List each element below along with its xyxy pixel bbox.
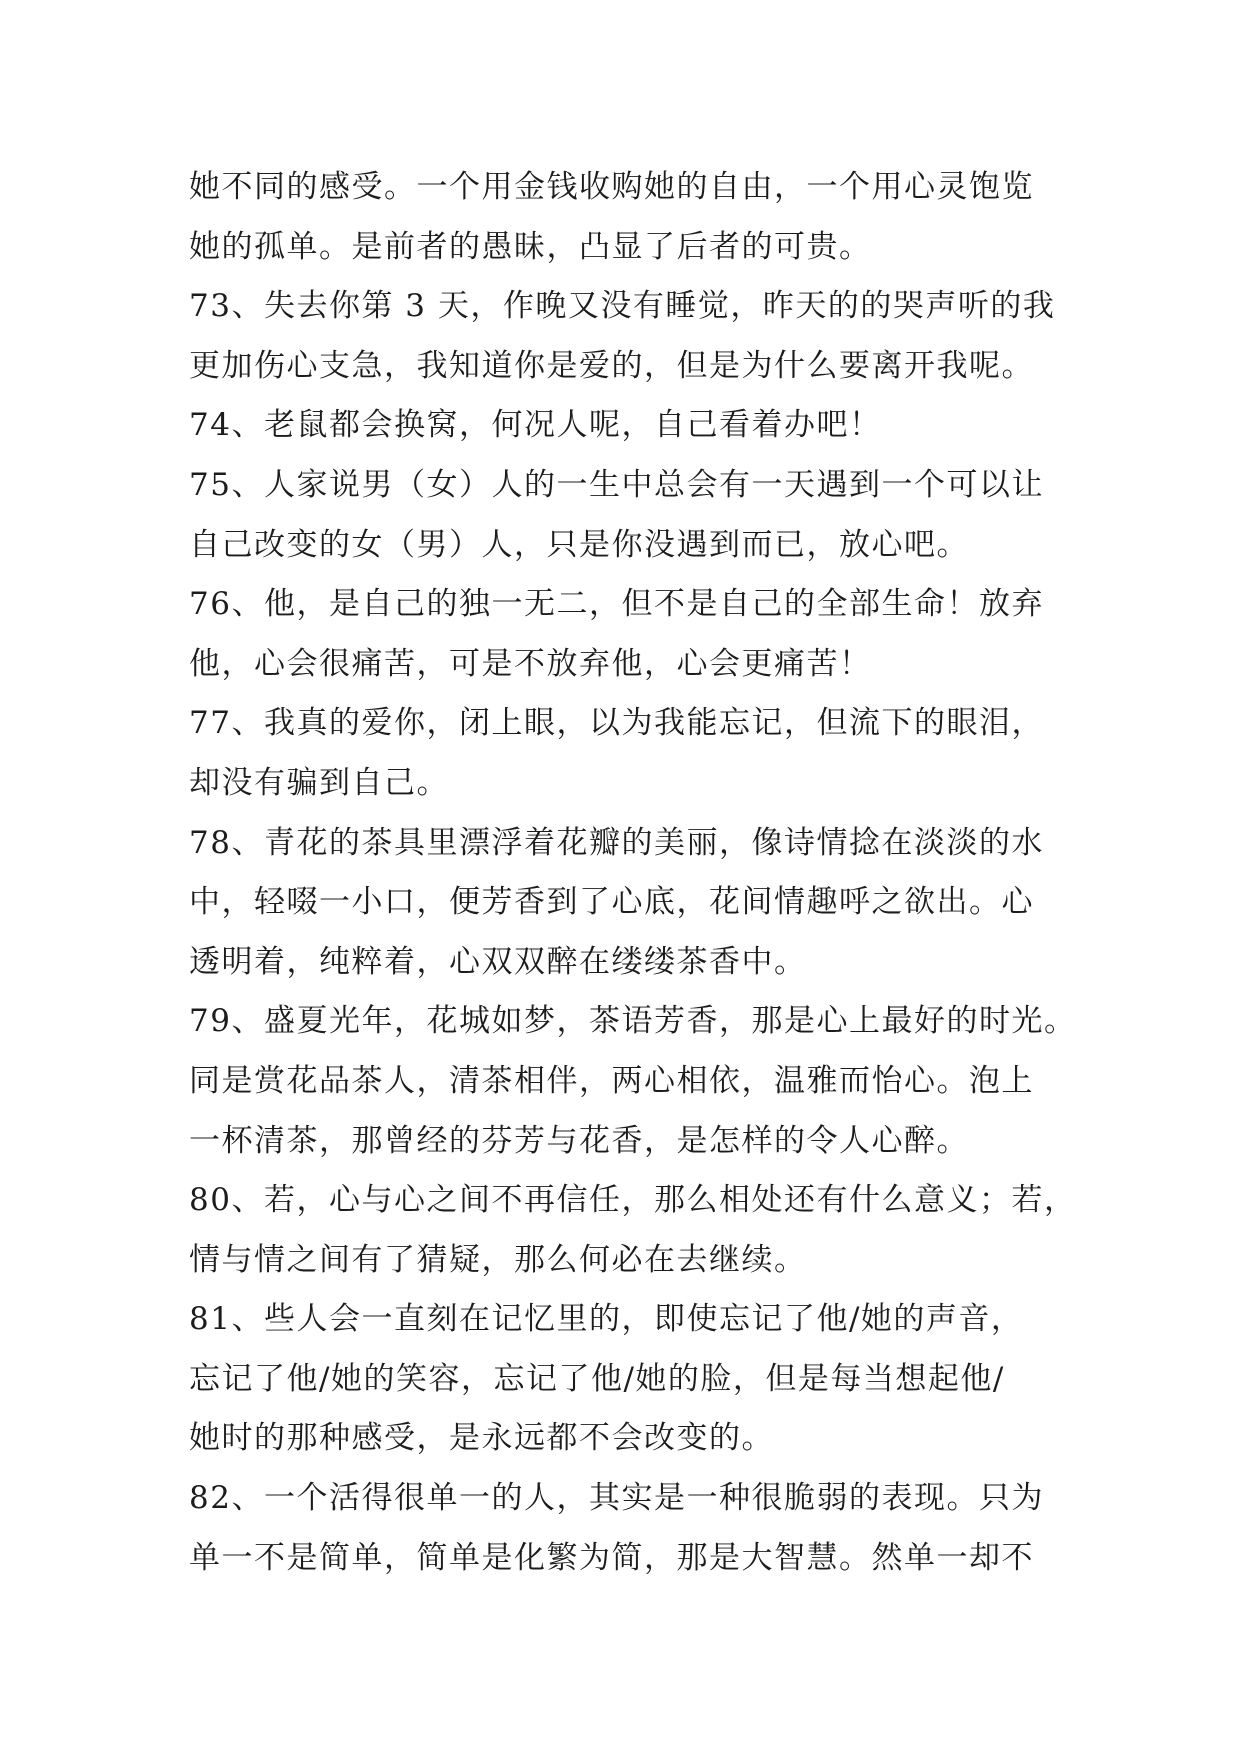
text-line: 更加伤心支急，我知道你是爱的，但是为什么要离开我呢。 [189,347,1034,384]
text-line: 78、青花的茶具里漂浮着花瓣的美丽，像诗情捻在淡淡的水 [189,824,1044,861]
text-line: 74、老鼠都会换窝，何况人呢，自己看着办吧！ [189,407,882,444]
text-line: 同是赏花品茶人，清茶相伴，两心相依，温雅而怡心。泡上 [189,1062,1034,1099]
text-line: 情与情之间有了猜疑，那么何必在去继续。 [189,1241,807,1278]
text-line: 76、他，是自己的独一无二，但不是自己的全部生命！放弃 [189,586,1044,623]
text-line: 自己改变的女（男）人，只是你没遇到而已，放心吧。 [189,526,969,563]
text-line: 77、我真的爱你，闭上眼，以为我能忘记，但流下的眼泪， [189,705,1044,742]
text-line: 一杯清茶，那曾经的芬芳与花香，是怎样的令人心醉。 [189,1122,969,1159]
text-line: 75、人家说男（女）人的一生中总会有一天遇到一个可以让 [189,466,1044,503]
text-line: 忘记了他/她的笑容，忘记了他/她的脸，但是每当想起他/ [189,1360,1005,1397]
text-line: 他，心会很痛苦，可是不放弃他，心会更痛苦！ [189,645,872,682]
text-line: 79、盛夏光年，花城如梦，茶语芳香，那是心上最好的时光。 [189,1003,1077,1040]
text-line: 中，轻啜一小口，便芳香到了心底，花间情趣呼之欲出。心 [189,884,1034,921]
text-line: 却没有骗到自己。 [189,764,449,801]
text-line: 73、失去你第 3 天，作晚又没有睡觉，昨天的的哭声听的我 [189,288,1056,325]
text-line: 81、些人会一直刻在记忆里的，即使忘记了他/她的声音， [189,1301,1024,1338]
text-line: 82、一个活得很单一的人，其实是一种很脆弱的表现。只为 [189,1480,1044,1517]
text-line: 她不同的感受。一个用金钱收购她的自由，一个用心灵饱览 [189,169,1034,205]
text-line: 透明着，纯粹着，心双双醉在缕缕茶香中。 [189,943,807,980]
text-line: 她的孤单。是前者的愚昧，凸显了后者的可贵。 [189,228,872,265]
text-line: 80、若，心与心之间不再信任，那么相处还有什么意义；若， [189,1182,1077,1219]
text-line: 她时的那种感受，是永远都不会改变的。 [189,1420,774,1457]
body-text [189,158,1077,1588]
text-line: 单一不是简单，简单是化繁为简，那是大智慧。然单一却不 [189,1539,1034,1576]
